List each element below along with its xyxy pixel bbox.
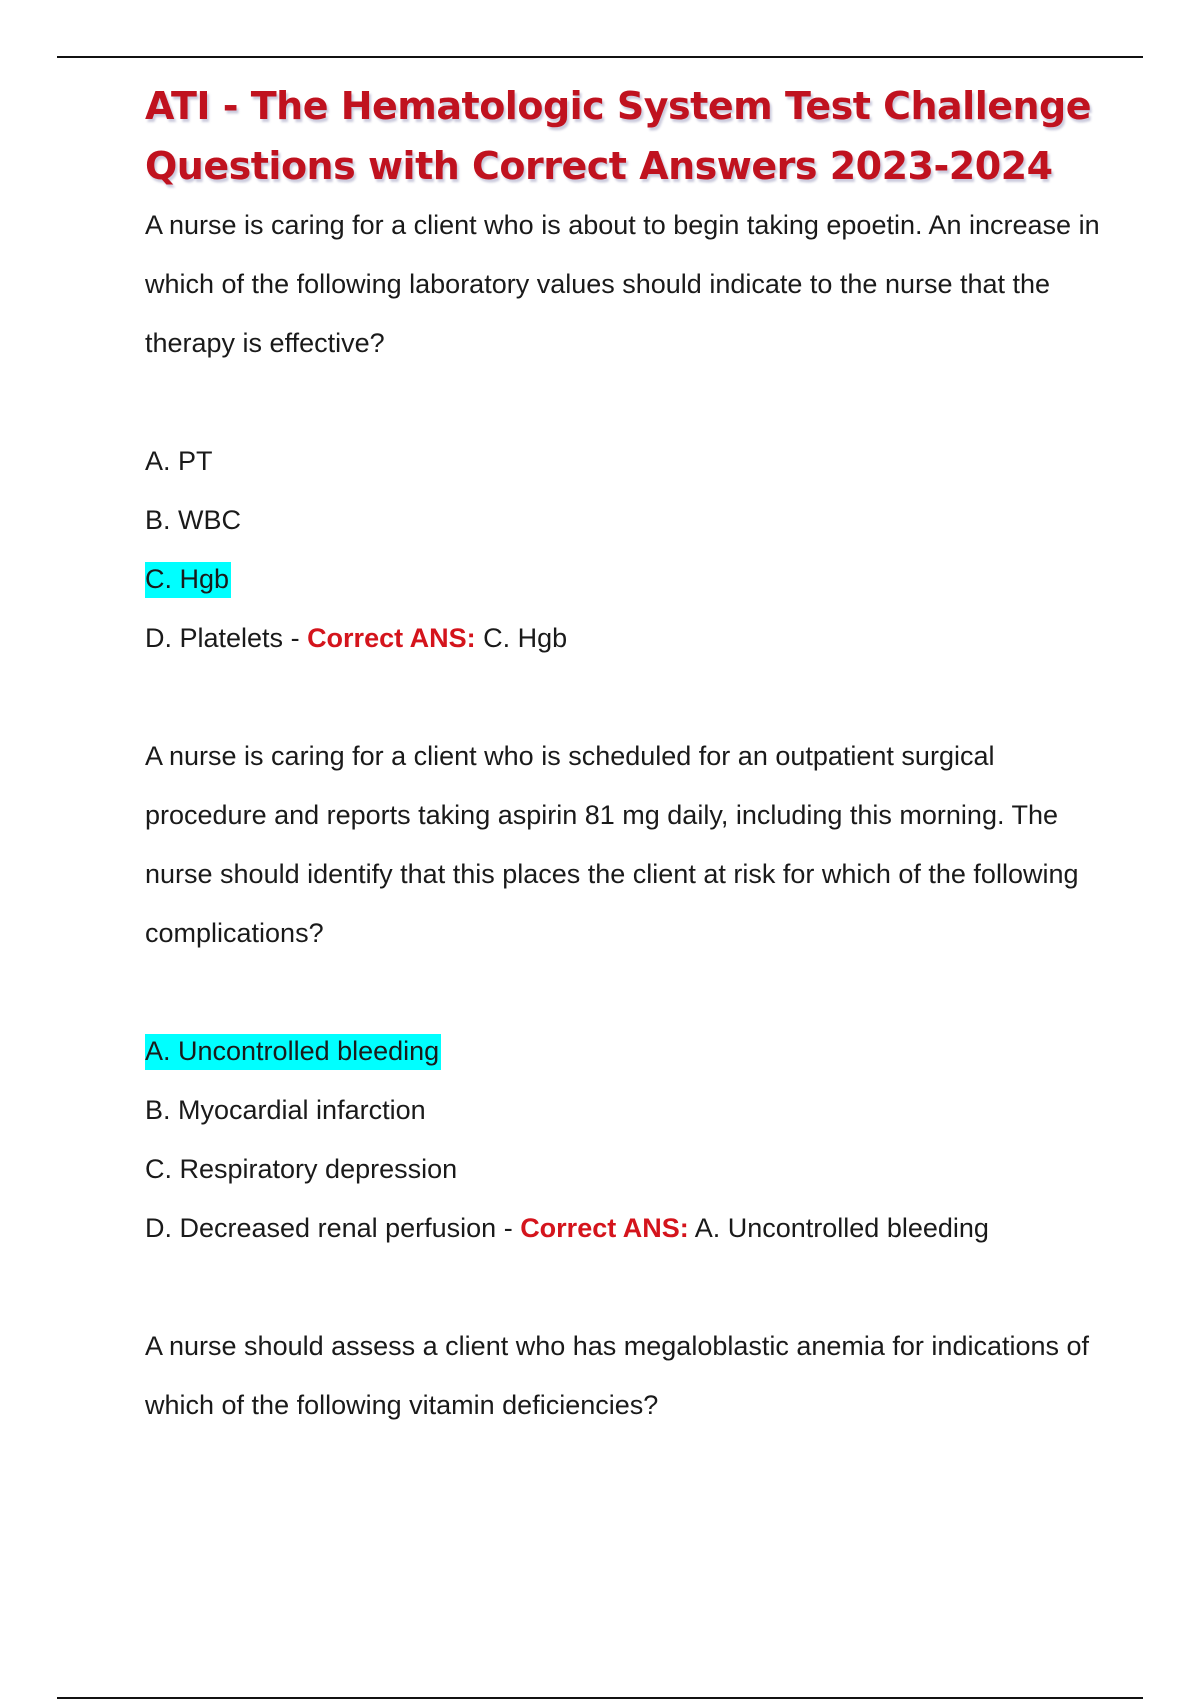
spacer: [145, 373, 1145, 432]
correct-answer-label: Correct ANS:: [307, 623, 476, 653]
correct-answer-label: Correct ANS:: [520, 1213, 689, 1243]
document-page: [145, 76, 1145, 1435]
option-a: [145, 1022, 1145, 1081]
top-rule: [57, 56, 1143, 58]
option-c: [145, 550, 1145, 609]
spacer: [145, 963, 1145, 1022]
correct-answer-value: A. Uncontrolled bleeding: [688, 1213, 989, 1243]
correct-answer-value: C. Hgb: [475, 623, 568, 653]
spacer: [145, 1258, 1145, 1317]
option-d: D. Decreased renal perfusion - Correct ANS: A. Uncontrolled bleeding: [145, 1213, 989, 1243]
question-text: A nurse is caring for a client who is about to begin taking epoetin. An increase in which of the following laboratory values should indicate to the nurse that the therapy is effective?: [145, 210, 1100, 358]
document-title: ATI - The Hematologic System Test Challenge Questions with Correct Answers 2023-2024: [145, 84, 1092, 188]
spacer: [145, 668, 1145, 727]
option-b: B. Myocardial infarction: [145, 1095, 426, 1125]
question-3: [145, 1317, 1145, 1435]
highlighted-option: C. Hgb: [145, 562, 231, 598]
question-text: A nurse should assess a client who has megaloblastic anemia for indications of which of the following vitamin deficiencies?: [145, 1331, 1090, 1420]
option-d: D. Platelets - Correct ANS: C. Hgb: [145, 623, 568, 653]
bottom-rule: [57, 1697, 1143, 1699]
option-a: A. PT: [145, 446, 213, 476]
question-2: [145, 727, 1145, 1317]
question-text: A nurse is caring for a client who is scheduled for an outpatient surgical procedure and reports taking aspirin 81 mg daily, including this morning. The nurse should identify that this places the client at risk for which of the following complications?: [145, 741, 1079, 948]
question-1: [145, 196, 1145, 727]
option-b: B. WBC: [145, 505, 242, 535]
option-c: C. Respiratory depression: [145, 1154, 458, 1184]
highlighted-option: A. Uncontrolled bleeding: [145, 1034, 441, 1070]
